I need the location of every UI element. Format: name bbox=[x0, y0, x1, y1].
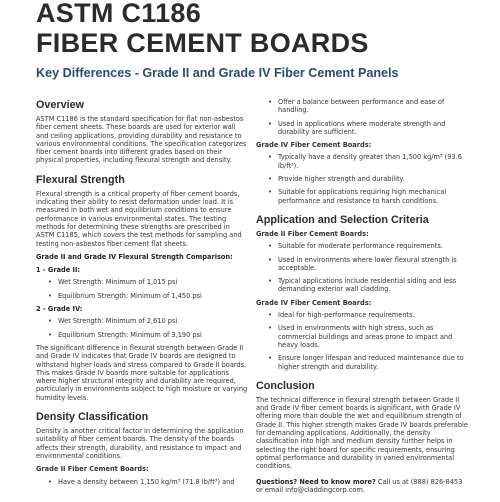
conclusion-text: The technical difference in flexural strength between Grade II and Grade IV fiber cement boards is significant, with Grade IV offering more than double the wet and equilibrium strength of Grade II. This higher strength makes Grade IV boards preferable for demanding applications. Additionally, the density classification into high and medium density further helps in selecting the right board for specific requirements, ensuring optimal performance and durability in varied environmental conditions. bbox=[256, 395, 468, 471]
flexural-grade4-label: 2 - Grade IV: bbox=[36, 305, 83, 314]
list-item: • Offer a balance between performance and ease of handling. bbox=[256, 98, 468, 115]
list-item: • Used in applications where moderate strength and durability are sufficient. bbox=[256, 120, 468, 137]
contact-question: Questions? Need to know more? bbox=[256, 477, 376, 486]
document-title bbox=[36, 0, 369, 58]
contact-info bbox=[256, 478, 468, 495]
title-line-1: ASTM C1186 bbox=[36, 0, 202, 28]
density-grade2-list-continued bbox=[256, 98, 468, 136]
density-grade2-label: Grade II Fiber Cement Boards: bbox=[36, 465, 149, 474]
list-item: • Suitable for applications requiring high mechanical performance and resistance to harsh conditions. bbox=[256, 188, 468, 205]
list-item: • Used in environments where lower flexural strength is acceptable. bbox=[256, 256, 468, 273]
conclusion-section bbox=[256, 379, 468, 494]
density-text: Density is another critical factor in determining the application suitability of fiber cement boards. The density of the boards affects their strength, durability, and resistance to impact and environmental conditions. bbox=[36, 427, 244, 460]
overview-section bbox=[36, 98, 248, 165]
flexural-grade2-label: 1 - Grade II: bbox=[36, 266, 81, 275]
list-item: • Have a density between 1,150 kg/m³ (71.8 lb/ft³) and bbox=[36, 478, 248, 486]
application-section bbox=[256, 213, 468, 371]
list-item: • Equilibrium Strength: Minimum of 3,190 psi bbox=[36, 331, 248, 339]
title-line-2: FIBER CEMENT BOARDS bbox=[36, 28, 369, 58]
application-grade4-list bbox=[256, 311, 468, 371]
list-item: • Provide higher strength and durability. bbox=[256, 175, 468, 183]
list-item: • Wet Strength: Minimum of 2,610 psi bbox=[36, 317, 248, 325]
application-grade2-label: Grade II Fiber Cement Boards: bbox=[256, 229, 369, 238]
flexural-grade2-list bbox=[36, 278, 248, 300]
density-heading: Density Classification bbox=[36, 411, 149, 424]
conclusion-heading: Conclusion bbox=[256, 379, 315, 392]
flexural-comparison-label: Grade II and Grade IV Flexural Strength Comparison: bbox=[36, 252, 233, 261]
overview-heading: Overview bbox=[36, 99, 85, 111]
list-item: • Ideal for high-performance requirements. bbox=[256, 311, 468, 319]
list-item: • Typically have a density greater than 1,500 kg/m³ (93.6 lb/ft³). bbox=[256, 153, 468, 170]
contact-call: Call us at (888) 826-8453 bbox=[377, 477, 463, 486]
list-item: • Ensure longer lifespan and reduced maintenance due to higher strength and durability. bbox=[256, 354, 468, 371]
flexural-heading: Flexural Strength bbox=[36, 173, 125, 186]
flexural-section bbox=[36, 173, 248, 402]
application-grade2-list bbox=[256, 242, 468, 293]
list-item: • Suitable for moderate performance requirements. bbox=[256, 242, 468, 250]
flexural-text: Flexural strength is a critical property of fiber cement boards, indicating their ability to resist deformation under load. It is measured in both wet and equilibrium conditions to ensure performance in various environmental states. The testing methods for determining these strengths are prescribed in ASTM C1185, which covers the test methods for sampling and testing non-asbestos fiber cement flat sheets. bbox=[36, 189, 242, 248]
flexural-grade4-list bbox=[36, 317, 248, 339]
list-item: • Equilibrium Strength: Minimum of 1,450 psi bbox=[36, 292, 248, 300]
overview-text: ASTM C1186 is the standard specification for flat non-asbestos fiber cement sheets. These boards are used for exterior wall and ceiling applications, providing durability and resistance to various environmental conditions. The specification categorizes fiber cement boards into different grades based on their physical properties, including flexural strength and density. bbox=[36, 115, 247, 165]
density-grade2-list bbox=[36, 478, 248, 486]
density-grade4-label: Grade IV Fiber Cement Boards: bbox=[256, 141, 372, 150]
left-column bbox=[36, 98, 248, 494]
document-subtitle: Key Differences - Grade II and Grade IV Fiber Cement Panels bbox=[36, 66, 399, 80]
density-grade4-list bbox=[256, 153, 468, 204]
density-section bbox=[36, 410, 248, 486]
flexural-summary: The significant difference in flexural strength between Grade II and Grade IV indicates that Grade IV boards are designed to withstand higher loads and stress compared to Grade II boards. This makes Grade IV boards more suitable for applications where higher structural integrity and durability are required, particularly in environments subject to high moisture or varying humidity levels. bbox=[36, 343, 248, 402]
list-item: • Used in environments with high stress, such as commercial buildings and areas prone to impact and heavy loads. bbox=[256, 324, 468, 349]
list-item: • Wet Strength: Minimum of 1,015 psi bbox=[36, 278, 248, 286]
application-grade4-label: Grade IV Fiber Cement Boards: bbox=[256, 298, 372, 307]
contact-email[interactable]: or email info@claddingcorp.com. bbox=[256, 485, 365, 494]
right-column bbox=[256, 98, 468, 502]
application-heading: Application and Selection Criteria bbox=[256, 213, 429, 226]
list-item: • Typical applications include residential siding and less demanding exterior wall cladding. bbox=[256, 277, 468, 294]
density-continued bbox=[256, 98, 468, 205]
